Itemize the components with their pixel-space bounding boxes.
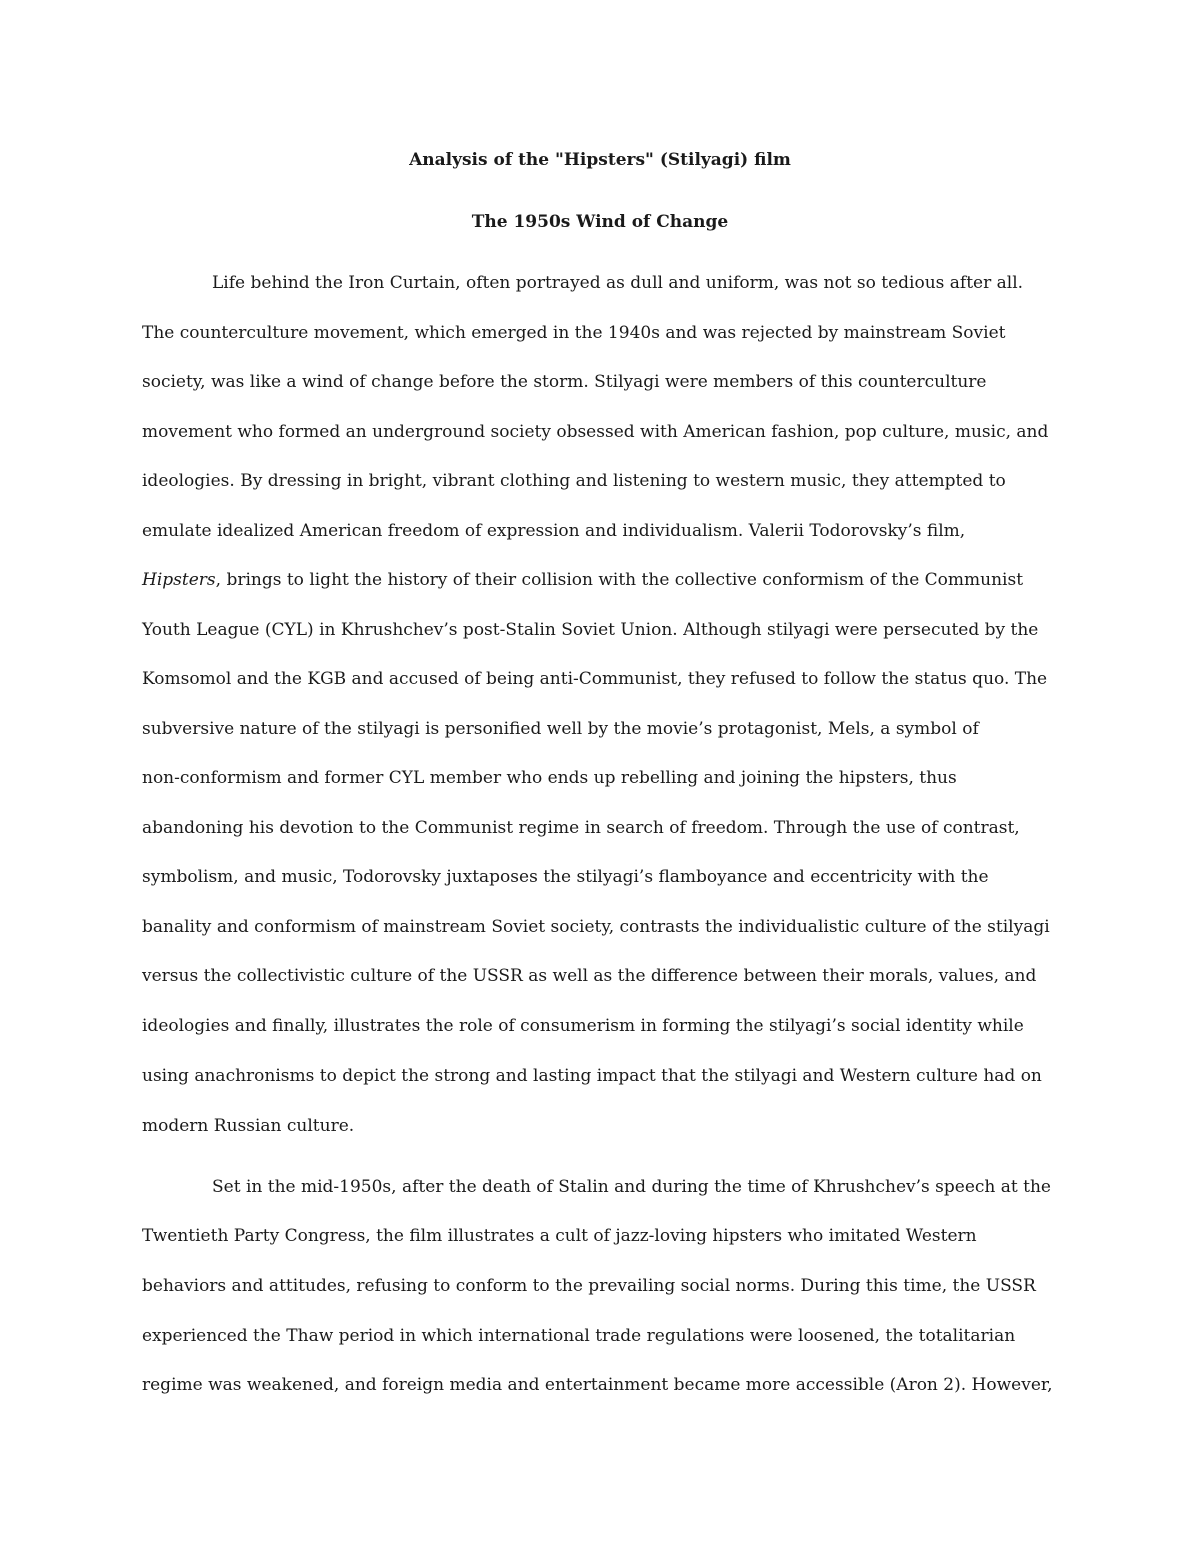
paragraph-line: society, was like a wind of change before the storm. Stilyagi were members of this counterculture	[142, 372, 987, 392]
document-subtitle: The 1950s Wind of Change	[471, 212, 729, 232]
document-title: Analysis of the "Hipsters" (Stilyagi) film	[409, 150, 791, 170]
paragraph-line: modern Russian culture.	[142, 1116, 355, 1136]
paragraph-line: Youth League (CYL) in Khrushchev’s post-Stalin Soviet Union. Although stilyagi were persecuted by the	[142, 620, 1039, 640]
paragraph-line: banality and conformism of mainstream Soviet society, contrasts the individualistic culture of the stilyagi	[142, 917, 1050, 937]
paragraph-line: Twentieth Party Congress, the film illustrates a cult of jazz-loving hipsters who imitated Western	[142, 1226, 977, 1246]
film-title: Hipsters	[142, 570, 216, 590]
paragraph-line: symbolism, and music, Todorovsky juxtaposes the stilyagi’s flamboyance and eccentricity with the	[142, 867, 989, 887]
paragraph-line: versus the collectivistic culture of the USSR as well as the difference between their morals, values, and	[142, 966, 1037, 986]
paragraph-line: ideologies. By dressing in bright, vibrant clothing and listening to western music, they attempted to	[142, 471, 1006, 491]
paragraph-line-text: brings to light the history of their collision with the collective conformism of the Communist	[226, 570, 1024, 590]
paragraph-line: subversive nature of the stilyagi is personified well by the movie’s protagonist, Mels, a symbol of	[142, 719, 979, 739]
paragraph-line: using anachronisms to depict the strong and lasting impact that the stilyagi and Western culture had on	[142, 1066, 1042, 1086]
film-title-comma: ,	[215, 570, 222, 590]
paragraph-line: non-conformism and former CYL member who ends up rebelling and joining the hipsters, thus	[142, 768, 957, 788]
paragraph-line: The counterculture movement, which emerged in the 1940s and was rejected by mainstream Soviet	[142, 323, 1006, 343]
paragraph-line: behaviors and attitudes, refusing to conform to the prevailing social norms. During this time, the USSR	[142, 1276, 1036, 1296]
paragraph-line: abandoning his devotion to the Communist regime in search of freedom. Through the use of contrast,	[142, 818, 1020, 838]
paragraph-line	[142, 568, 1023, 592]
paragraph-line: experienced the Thaw period in which international trade regulations were loosened, the totalitarian	[142, 1326, 1016, 1346]
paragraph-line: ideologies and finally, illustrates the role of consumerism in forming the stilyagi’s social identity while	[142, 1016, 1024, 1036]
paragraph-line: Life behind the Iron Curtain, often portrayed as dull and uniform, was not so tedious after all.	[212, 273, 1024, 293]
paragraph-line: Komsomol and the KGB and accused of being anti-Communist, they refused to follow the status quo. The	[142, 669, 1048, 689]
paragraph-line: Set in the mid-1950s, after the death of Stalin and during the time of Khrushchev’s speech at the	[212, 1177, 1051, 1197]
paragraph-line: movement who formed an underground society obsessed with American fashion, pop culture, music, and	[142, 422, 1049, 442]
paragraph-line: emulate idealized American freedom of expression and individualism. Valerii Todorovsky’s film,	[142, 521, 966, 541]
paragraph-line: regime was weakened, and foreign media and entertainment became more accessible (Aron 2). However,	[142, 1375, 1053, 1395]
